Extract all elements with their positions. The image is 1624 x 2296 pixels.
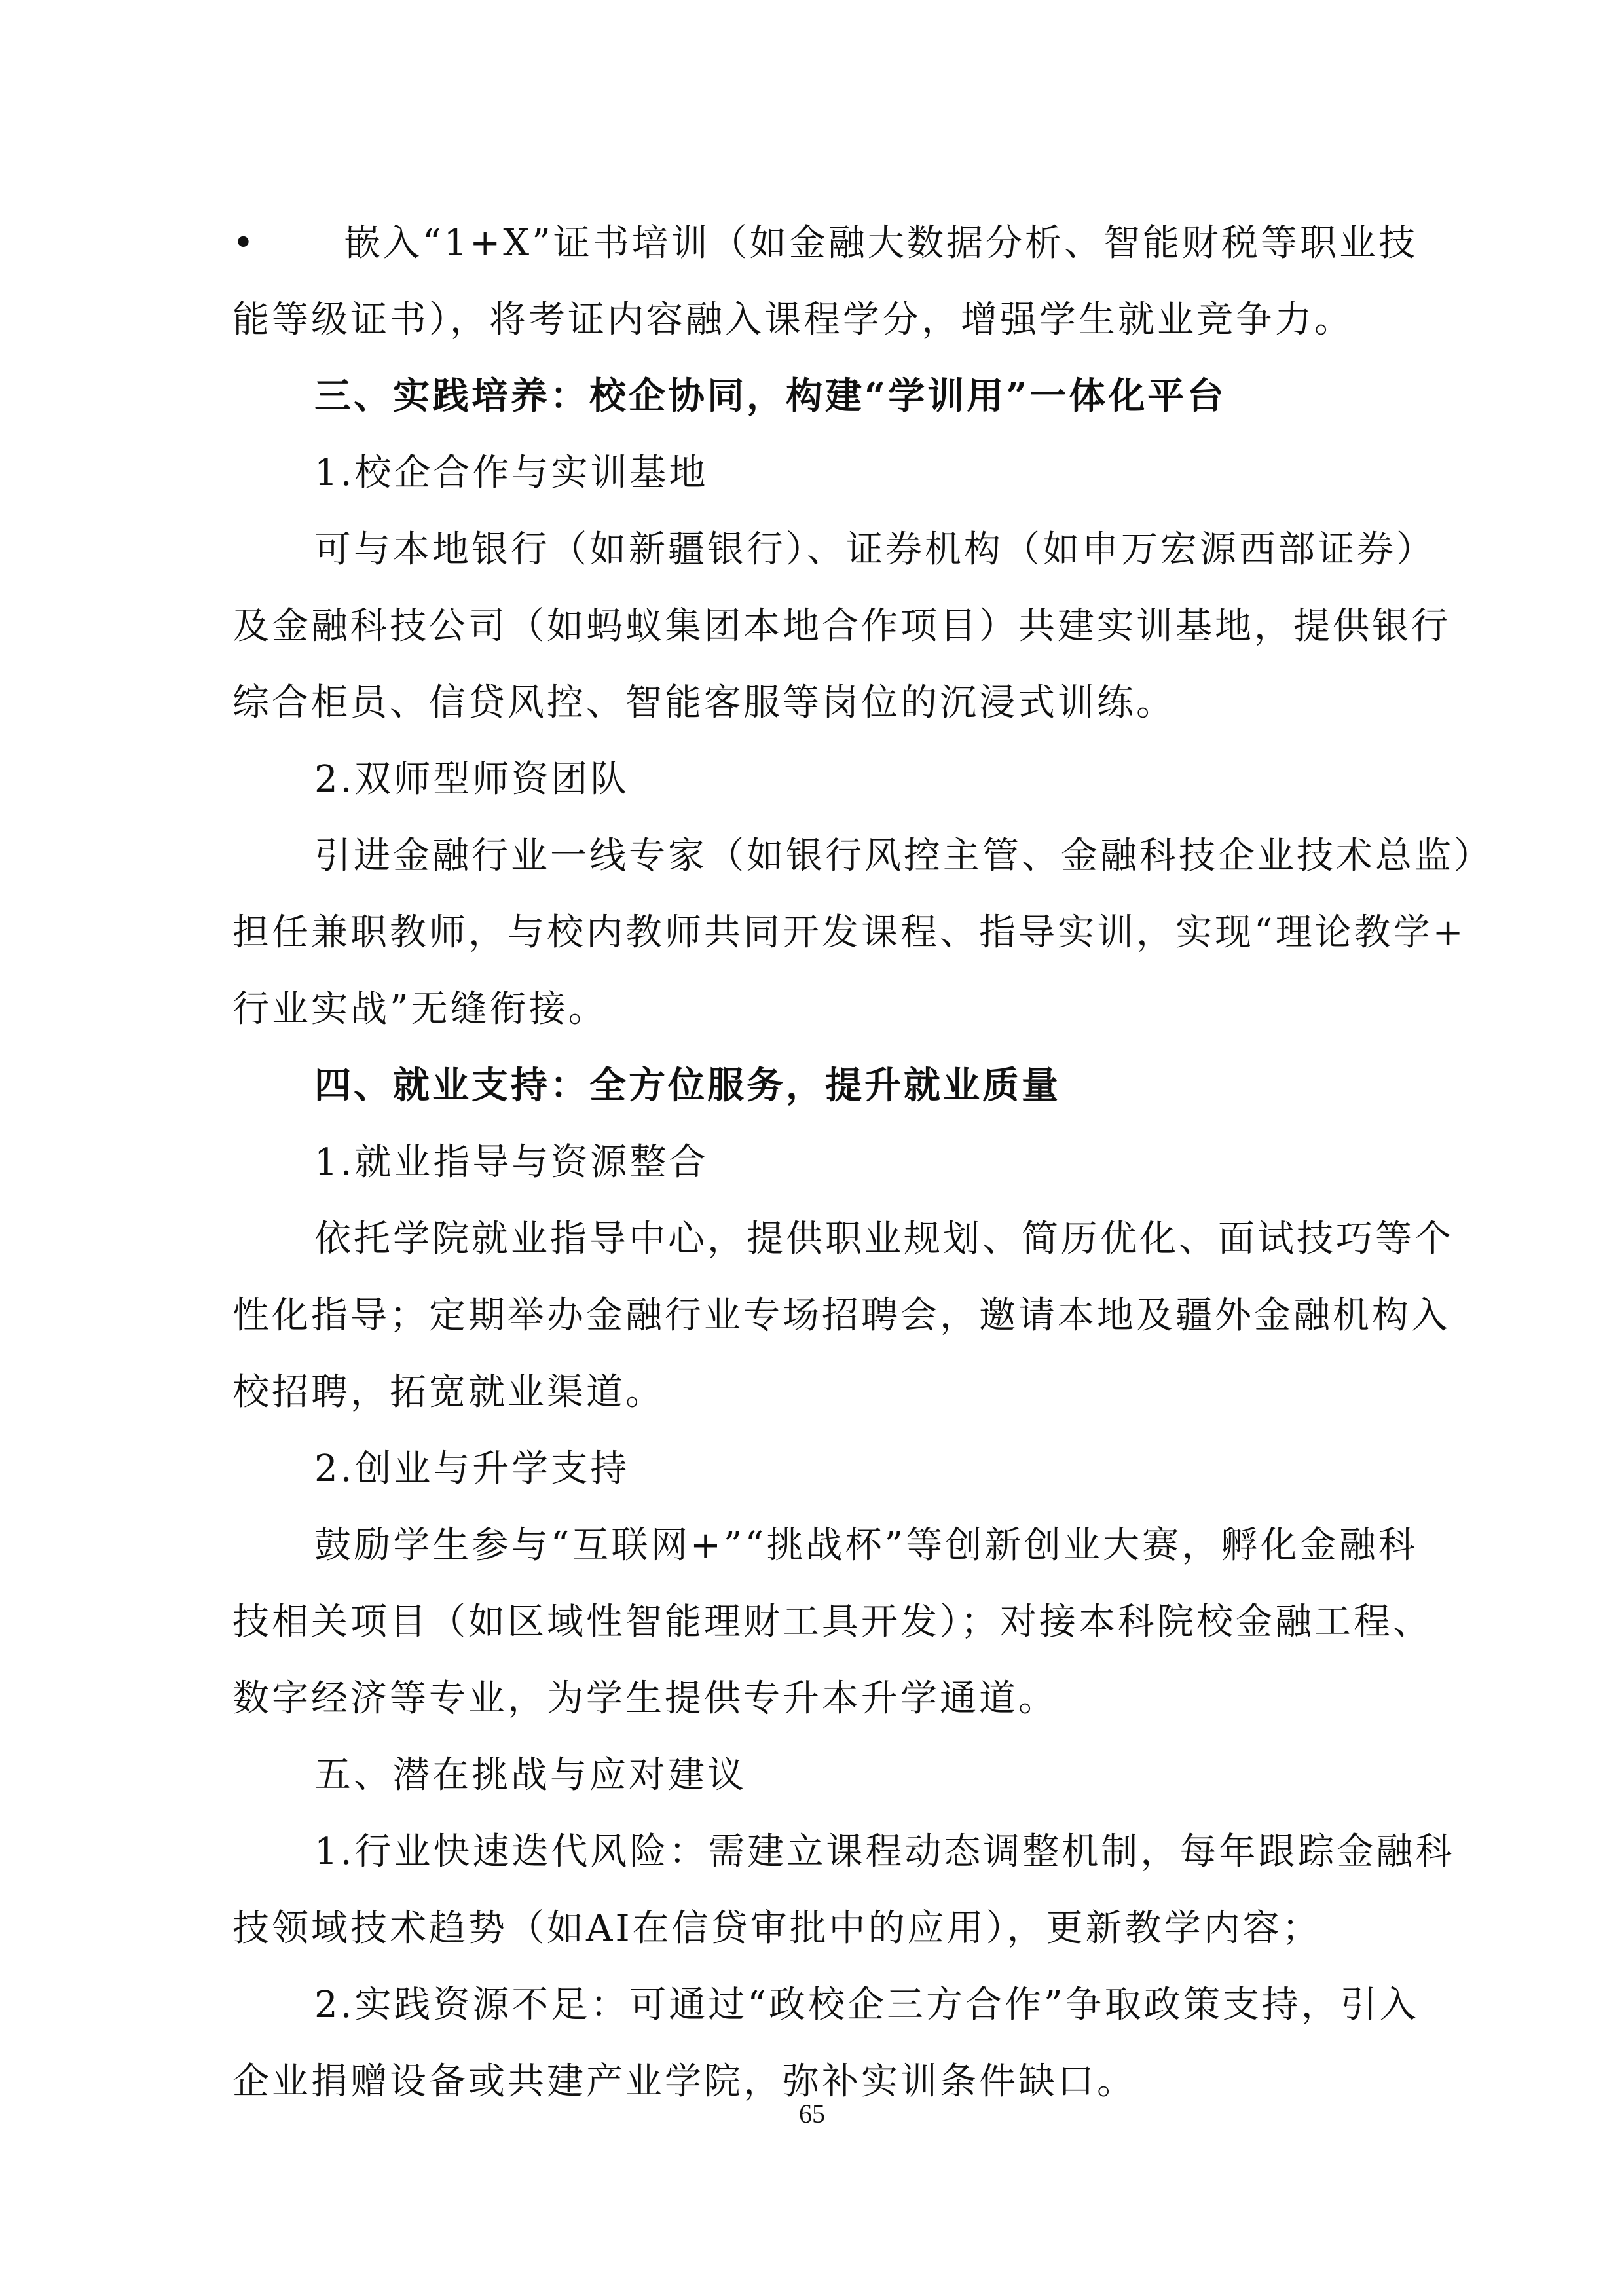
text-line: 数字经济等专业，为学生提供专升本升学通道。	[232, 1677, 1058, 1720]
subsection-heading	[232, 435, 1418, 511]
text-line: 性化指导；定期举办金融行业专场招聘会，邀请本地及疆外金融机构入	[232, 1294, 1450, 1337]
body-paragraph	[232, 1967, 1418, 2120]
text-line: 企业捐赠设备或共建产业学院，弥补实训条件缺口。	[232, 2060, 1136, 2103]
body-paragraph	[232, 818, 1493, 1048]
text-line: 能等级证书），将考证内容融入课程学分，增强学生就业竞争力。	[232, 299, 1354, 341]
text-line: 五、潜在挑战与应对建议	[314, 1754, 747, 1796]
text-line: 1.行业快速迭代风险：需建立课程动态调整机制，每年跟踪金融科	[314, 1831, 1455, 1873]
page-content	[232, 205, 1493, 2120]
text-line: 校招聘，拓宽就业渠道。	[232, 1371, 665, 1413]
text-line: 综合柜员、信贷风控、智能客服等岗位的沉浸式训练。	[232, 682, 1175, 724]
text-line: • 嵌入“1+X”证书培训（如金融大数据分析、智能财税等职业技	[232, 205, 1418, 282]
text-line: 四、就业支持：全方位服务，提升就业质量	[314, 1064, 1061, 1107]
body-paragraph	[232, 511, 1450, 741]
text-line: 技相关项目（如区域性智能理财工具开发）；对接本科院校金融工程、	[232, 1601, 1432, 1643]
text-line: 行业实战”无缝衔接。	[232, 988, 608, 1030]
text-line: 2.实践资源不足：可通过“政校企三方合作”争取政策支持，引入	[314, 1984, 1419, 2026]
section-heading	[232, 358, 1418, 435]
page-number: 65	[799, 2099, 825, 2128]
text-line: 鼓励学生参与“互联网+”“挑战杯”等创新创业大赛，孵化金融科	[314, 1524, 1418, 1567]
text-line: 2.创业与升学支持	[314, 1448, 630, 1490]
section-heading	[232, 1048, 1418, 1124]
bullet-paragraph	[232, 205, 1418, 358]
body-paragraph	[232, 1201, 1454, 1430]
text-line: 1.就业指导与资源整合	[314, 1141, 709, 1184]
bullet-icon: •	[232, 222, 257, 264]
subsection-heading	[232, 1430, 1418, 1507]
text-line: 引进金融行业一线专家（如银行风控主管、金融科技企业技术总监）	[314, 835, 1493, 877]
text-line: 依托学院就业指导中心，提供职业规划、简历优化、面试技巧等个	[314, 1218, 1454, 1260]
body-paragraph	[232, 1813, 1455, 1967]
text-line: 1.校企合作与实训基地	[314, 452, 709, 494]
text-line: 担任兼职教师，与校内教师共同开发课程、指导实训，实现“理论教学+	[232, 911, 1466, 954]
subsection-heading	[232, 1737, 1418, 1813]
text-line: 三、实践培养：校企协同，构建“学训用”一体化平台	[314, 374, 1227, 418]
subsection-heading	[232, 741, 1418, 818]
text-line: 及金融科技公司（如蚂蚁集团本地合作项目）共建实训基地，提供银行	[232, 605, 1450, 647]
body-paragraph	[232, 1507, 1432, 1737]
text-line: 可与本地银行（如新疆银行）、证券机构（如申万宏源西部证券）	[314, 528, 1435, 571]
subsection-heading	[232, 1124, 1418, 1201]
text-line: 技领域技术趋势（如AI在信贷审批中的应用），更新教学内容；	[232, 1907, 1321, 1950]
text-line: 2.双师型师资团队	[314, 758, 630, 801]
